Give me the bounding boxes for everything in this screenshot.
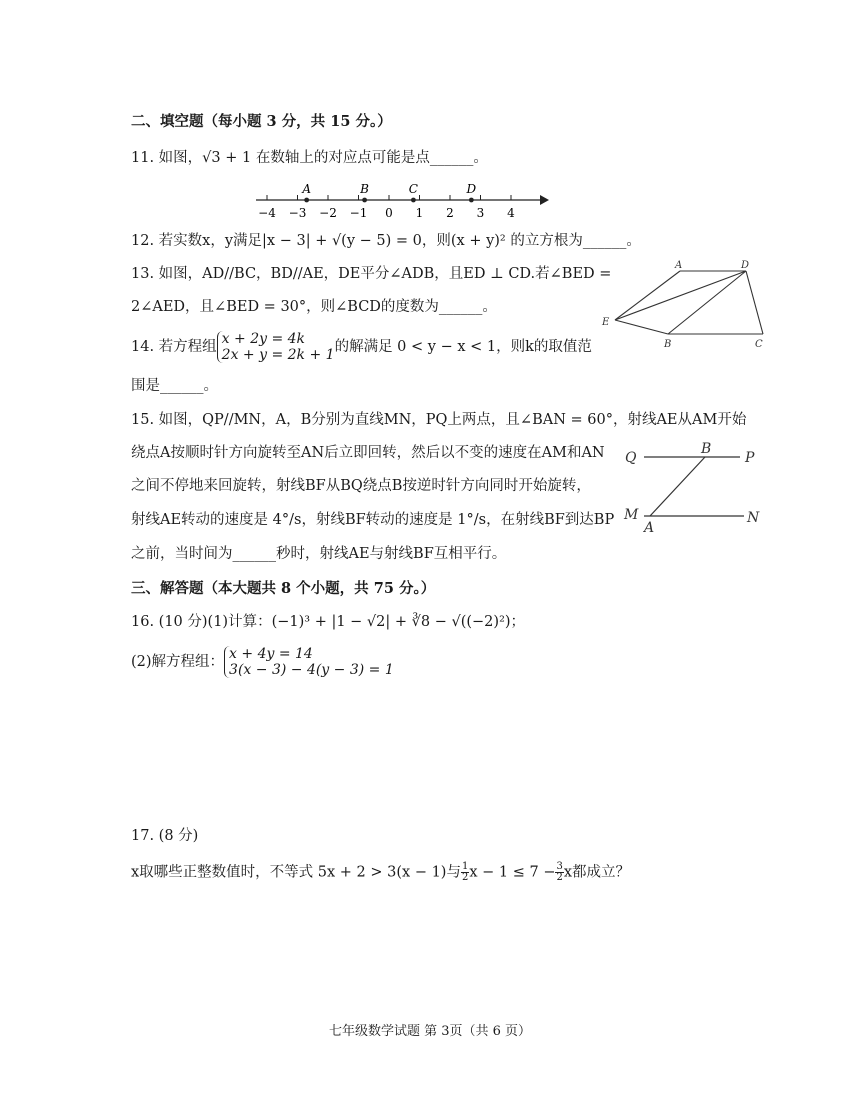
arrow-icon bbox=[540, 195, 549, 205]
q14-eq1: x + 2y = 4k bbox=[221, 331, 306, 347]
number-line-point bbox=[469, 198, 474, 203]
number-line-figure bbox=[252, 178, 552, 223]
question-14-line2: 围是______。 bbox=[131, 378, 218, 394]
number-line-tick-label: −4 bbox=[258, 206, 276, 220]
number-line-point bbox=[411, 198, 416, 203]
q14-suffix: 的解满足 0 < y − x < 1，则k的取值范 bbox=[334, 339, 592, 355]
question-15-line5: 之前，当时间为______秒时，射线AE与射线BF互相平行。 bbox=[131, 546, 507, 562]
number-line-point-label: C bbox=[408, 182, 418, 196]
q14-equation-system bbox=[217, 331, 335, 363]
number-line-point bbox=[362, 198, 367, 203]
question-17-heading: 17. (8 分) bbox=[131, 828, 199, 844]
q16-eq1: x + 4y = 14 bbox=[229, 646, 313, 662]
number-line-point-label: D bbox=[466, 182, 477, 196]
question-13-line2: 2∠AED，且∠BED = 30°，则∠BCD的度数为______。 bbox=[131, 299, 497, 315]
number-line-tick-label: −1 bbox=[349, 206, 368, 220]
frac1-numerator: 1 bbox=[461, 861, 469, 872]
fig15-label-m: M bbox=[624, 507, 639, 523]
question-14-line1 bbox=[131, 331, 592, 363]
frac1-denominator: 2 bbox=[461, 872, 469, 883]
question-15-line4: 射线AE转动的速度是 4°/s，射线BF转动的速度是 1°/s，在射线BF到达BP bbox=[131, 512, 615, 528]
question-16-part1: 16. (10 分)(1)计算：(−1)³ + |1 − √2| + ∛8 − √((−2)²)； bbox=[131, 614, 526, 630]
fig13-label-d: D bbox=[741, 260, 750, 271]
question-12: 12. 若实数x，y满足|x − 3| + √(y − 5) = 0，则(x + y)² 的立方根为______。 bbox=[131, 233, 641, 249]
number-line-tick-label: −2 bbox=[319, 206, 337, 220]
fig13-label-c: C bbox=[755, 339, 763, 350]
question-16-part2 bbox=[131, 646, 394, 678]
fig15-label-a: A bbox=[644, 520, 655, 535]
number-line-tick-label: −3 bbox=[288, 206, 307, 220]
fraction-three-halves bbox=[555, 862, 563, 883]
figure-15-parallel-lines bbox=[620, 440, 765, 535]
fig13-label-a: A bbox=[675, 260, 683, 271]
number-line-point-label: A bbox=[302, 182, 311, 196]
fig15-label-n: N bbox=[747, 510, 760, 526]
number-line-tick-label: 3 bbox=[476, 206, 485, 220]
page-footer: 七年级数学试题 第 3页（共 6 页） bbox=[328, 1024, 532, 1039]
q16-eq2: 3(x − 3) − 4(y − 3) = 1 bbox=[229, 662, 394, 678]
section-2-heading: 二、填空题（每小题 3 分，共 15 分。） bbox=[131, 113, 392, 130]
q16-part2-prefix: (2)解方程组： bbox=[131, 654, 225, 670]
q14-eq2: 2x + y = 2k + 1 bbox=[221, 347, 335, 363]
fig15-label-b: B bbox=[701, 441, 712, 457]
frac2-numerator: 3 bbox=[556, 861, 563, 872]
section-3-heading: 三、解答题（本大题共 8 个小题，共 75 分。） bbox=[131, 580, 436, 597]
number-line-point-label: B bbox=[360, 182, 370, 196]
question-11: 11. 如图，√3 + 1 在数轴上的对应点可能是点______。 bbox=[131, 150, 488, 166]
question-15-line2: 绕点A按顺时针方向旋转至AN后立即回转，然后以不变的速度在AM和AN bbox=[131, 445, 605, 461]
figure-13-trapezoid bbox=[598, 256, 778, 351]
number-line-point bbox=[304, 198, 309, 203]
q17-suffix: x都成立？ bbox=[563, 864, 631, 881]
frac2-denominator: 2 bbox=[556, 872, 563, 883]
question-17-text bbox=[131, 862, 630, 883]
number-line-tick-label: 0 bbox=[385, 206, 393, 220]
number-line-tick-label: 1 bbox=[415, 206, 424, 220]
question-15-line3: 之间不停地来回旋转，射线BF从BQ绕点B按逆时针方向同时开始旋转， bbox=[131, 478, 591, 494]
number-line-tick-label: 2 bbox=[446, 206, 454, 220]
q16-equation-system bbox=[224, 646, 394, 678]
fig13-label-b: B bbox=[664, 339, 672, 350]
q17-prefix: x取哪些正整数值时，不等式 5x + 2 > 3(x − 1)与 bbox=[131, 864, 461, 881]
fig13-label-e: E bbox=[602, 317, 610, 328]
number-line-tick-label: 4 bbox=[507, 206, 515, 220]
fig15-label-p: P bbox=[745, 450, 755, 466]
question-13-line1: 13. 如图，AD//BC，BD//AE，DE平分∠ADB，且ED ⊥ CD.若∠BED = bbox=[131, 266, 612, 282]
question-15-line1: 15. 如图，QP//MN，A，B分别为直线MN，PQ上两点，且∠BAN = 60°，射线AE从AM开始 bbox=[131, 412, 747, 428]
q17-middle: x − 1 ≤ 7 − bbox=[469, 864, 556, 881]
fig15-label-q: Q bbox=[625, 450, 637, 466]
q14-prefix: 14. 若方程组 bbox=[131, 339, 217, 355]
